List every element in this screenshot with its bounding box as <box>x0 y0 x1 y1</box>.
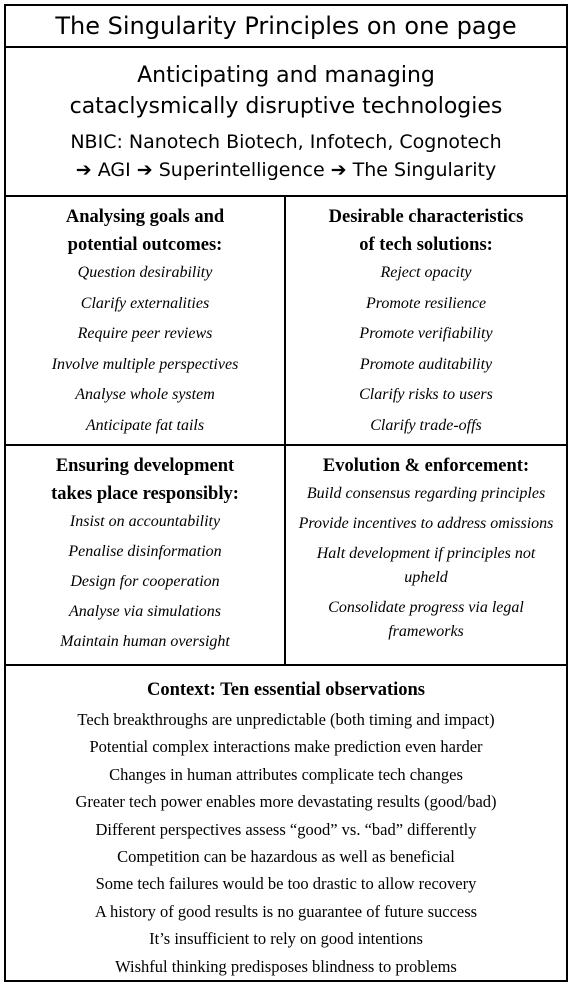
principles-row-2 <box>6 446 566 666</box>
principle-item: Promote auditability <box>359 355 493 373</box>
page-title: The Singularity Principles on one page <box>6 6 566 48</box>
subtitle-line-2: cataclysmically disruptive technologies <box>69 94 503 119</box>
principle-item: Reject opacity <box>380 264 472 281</box>
section-heading: Desirable characteristics of tech solutions: <box>328 207 524 255</box>
observation-item: Greater tech power enables more devastating results (good/bad) <box>75 792 497 812</box>
principles-row-1 <box>6 197 566 446</box>
observation-item: Some tech failures would be too drastic to allow recovery <box>95 874 477 894</box>
observation-item: Different perspectives assess “good” vs. “bad” differently <box>95 819 477 839</box>
principle-item: Involve multiple perspectives <box>51 355 239 373</box>
observation-list <box>6 706 566 980</box>
observation-item: Changes in human attributes complicate tech changes <box>109 764 463 784</box>
progression-line: ➔ AGI ➔ Superintelligence ➔ The Singularity <box>75 159 497 181</box>
observation-item: Wishful thinking predisposes blindness to problems <box>115 956 457 976</box>
observation-item: A history of good results is no guarantee of future success <box>94 901 478 921</box>
observation-item: Competition can be hazardous as well as beneficial <box>117 847 455 867</box>
principles-sheet <box>4 4 568 982</box>
observation-item: It’s insufficient to rely on good intentions <box>149 929 423 949</box>
principle-list <box>286 482 566 644</box>
principle-item: Analyse whole system <box>75 386 215 403</box>
observation-item: Tech breakthroughs are unpredictable (both timing and impact) <box>77 710 495 729</box>
section-evolution-enforcement <box>286 446 566 664</box>
section-heading: Evolution & enforcement: <box>322 456 530 476</box>
context-panel <box>6 666 566 980</box>
principle-list <box>6 510 284 654</box>
principle-list <box>6 261 284 438</box>
principle-item: Penalise disinformation <box>68 543 222 560</box>
section-goals-outcomes <box>6 197 286 444</box>
context-heading: Context: Ten essential observations <box>146 680 426 700</box>
principle-item: Provide incentives to address omissions <box>298 515 554 532</box>
subtitle-line-1: Anticipating and managing <box>137 63 435 88</box>
section-tech-characteristics <box>286 197 566 444</box>
principle-item: Maintain human oversight <box>60 633 230 650</box>
observation-item: Potential complex interactions make prediction even harder <box>89 737 483 757</box>
principle-item: Design for cooperation <box>70 573 220 590</box>
principle-item: Clarify externalities <box>80 294 210 312</box>
principle-item: Question desirability <box>77 264 213 281</box>
principle-item: Insist on accountability <box>69 513 221 530</box>
principle-item: Require peer reviews <box>77 325 213 342</box>
principle-item: Clarify risks to users <box>359 386 493 403</box>
principle-item: Build consensus regarding principles <box>306 485 546 502</box>
nbic-line: NBIC: Nanotech Biotech, Infotech, Cognotech <box>70 131 502 153</box>
section-responsible-development <box>6 446 286 664</box>
principle-item: Analyse via simulations <box>69 603 221 620</box>
principle-item: Clarify trade-offs <box>370 416 482 434</box>
principle-item: Anticipate fat tails <box>85 416 205 434</box>
principle-item: Halt development if principles not upheld <box>316 545 536 586</box>
section-heading: Analysing goals and potential outcomes: <box>65 207 225 255</box>
principle-item: Consolidate progress via legal frameworks <box>328 599 524 640</box>
principle-item: Promote resilience <box>365 294 487 312</box>
principle-item: Promote verifiability <box>359 325 493 342</box>
intro-panel <box>6 48 566 197</box>
principle-list <box>286 261 566 438</box>
section-heading: Ensuring development takes place responsibly: <box>51 456 239 504</box>
